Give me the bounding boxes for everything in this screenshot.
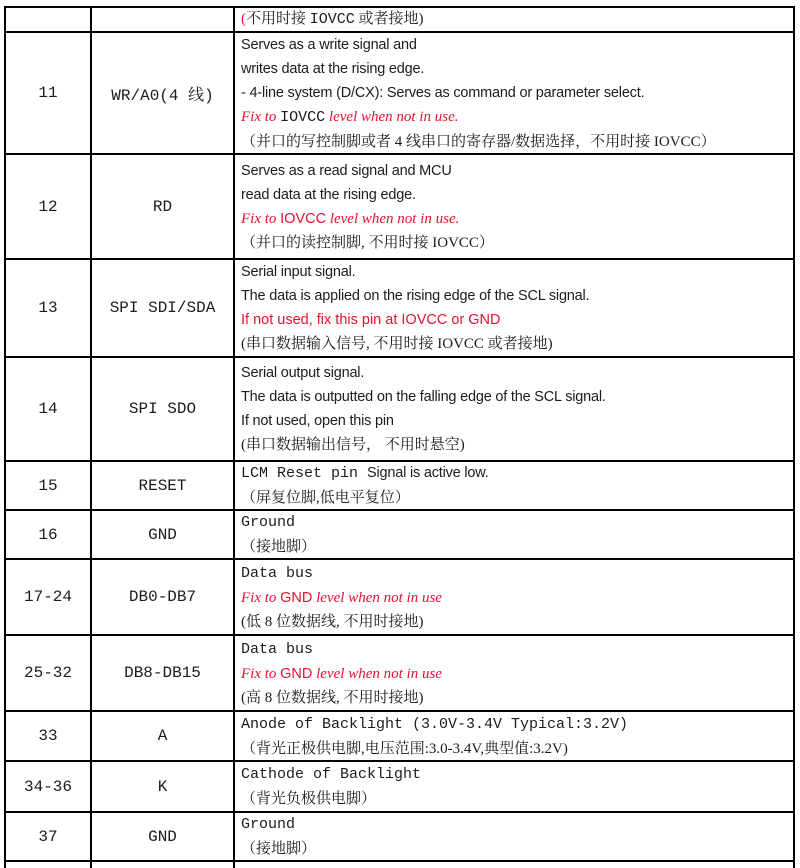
text-span: IOVCC [309, 11, 355, 28]
pin-number-cell [6, 862, 92, 868]
description-line [241, 159, 793, 183]
description-line [241, 231, 793, 255]
description-cell [235, 762, 795, 811]
description-line [241, 511, 793, 535]
text-span: level when not in use. [326, 210, 460, 227]
pin-name-cell: SPI SDO [92, 358, 235, 460]
text-span: 或者接地) [354, 11, 424, 27]
description-line [241, 207, 793, 231]
pin-number-cell [6, 8, 92, 31]
text-span: GND [280, 665, 313, 682]
description-line [241, 130, 793, 154]
text-span: （并口的写控制脚或者 4 线串口的寄存器/数据选择，不用时接 IOVCC） [241, 133, 716, 150]
description-cell [235, 155, 795, 258]
description-line [241, 308, 793, 332]
text-span: level when not in use. [325, 108, 459, 125]
text-span: Data bus [241, 564, 314, 582]
description-line [241, 813, 793, 837]
pin-number-cell: 15 [6, 462, 92, 509]
description-line [241, 332, 793, 356]
pin-number-cell: 17-24 [6, 560, 92, 634]
text-span: （接地脚） [241, 841, 317, 857]
pin-name-cell [92, 862, 235, 868]
text-span: level when not in use [312, 589, 442, 606]
text-span: IOVCC [280, 210, 327, 227]
pin-name-cell: GND [92, 813, 235, 860]
text-span: Serial input signal. [241, 264, 356, 280]
description-line [241, 462, 793, 486]
description-line [241, 183, 793, 207]
table-row [6, 862, 795, 868]
pin-number-cell: 11 [6, 33, 92, 153]
text-span: Ground [241, 816, 296, 833]
pin-number-cell: 13 [6, 260, 92, 356]
table-row [6, 8, 795, 33]
pin-name-cell: RESET [92, 462, 235, 509]
text-span: Serves as a write signal and [241, 36, 417, 53]
table-row [6, 636, 795, 712]
table-row [6, 813, 795, 862]
text-span: LCM Reset pin [241, 465, 368, 482]
text-span: （接地脚） [241, 539, 317, 555]
description-line [241, 486, 793, 509]
description-cell [235, 260, 795, 356]
table-row [6, 155, 795, 260]
description-line [241, 105, 793, 130]
description-line [241, 561, 793, 586]
text-span: Fix to [241, 108, 281, 125]
table-row [6, 358, 795, 462]
text-span: 不用时接 [246, 11, 310, 27]
text-span: The data is applied on the rising edge of the SCL signal. [241, 288, 590, 304]
description-cell [235, 462, 795, 509]
pin-name-cell: K [92, 762, 235, 811]
pin-name-cell: A [92, 712, 235, 760]
description-cell [235, 712, 795, 760]
description-line [241, 787, 793, 811]
description-line [241, 433, 793, 457]
text-span: Ground [241, 514, 296, 531]
pin-name-cell [92, 8, 235, 31]
description-line [241, 33, 793, 57]
description-line [241, 712, 793, 737]
table-row [6, 762, 795, 813]
description-line [241, 610, 793, 634]
description-line [241, 662, 793, 686]
pin-number-cell: 12 [6, 155, 92, 258]
pin-number-cell: 16 [6, 511, 92, 558]
text-span: If not used, open this pin [241, 413, 394, 429]
description-line [241, 686, 793, 710]
description-cell [235, 511, 795, 558]
pin-number-cell: 25-32 [6, 636, 92, 710]
text-span: （屏复位脚,低电平复位） [241, 490, 410, 506]
description-line [241, 737, 793, 761]
description-line [241, 57, 793, 81]
text-span: （并口的读控制脚, 不用时接 IOVCC） [241, 234, 494, 251]
text-span: (串口数据输入信号, 不用时接 IOVCC 或者接地) [241, 336, 553, 352]
text-span: Anode of Backlight (3.0V-3.4V Typical:3.2V) [241, 715, 629, 733]
text-span: Serves as a read signal and MCU [241, 162, 452, 179]
description-line [241, 385, 793, 409]
pin-number-cell: 37 [6, 813, 92, 860]
description-line [241, 637, 793, 662]
table-row [6, 462, 795, 511]
pin-number-cell: 34-36 [6, 762, 92, 811]
text-span: If not used, fix this pin at IOVCC or GND [241, 312, 501, 328]
table-row [6, 33, 795, 155]
text-span: (串口数据输出信号， 不用时悬空) [241, 437, 465, 453]
text-span: Fix to [241, 210, 281, 227]
text-span: Data bus [241, 640, 314, 658]
description-line [241, 837, 793, 860]
description-cell [235, 560, 795, 634]
description-line [241, 8, 793, 31]
text-span: IOVCC [280, 108, 326, 126]
description-line [241, 535, 793, 558]
pin-name-cell: DB0-DB7 [92, 560, 235, 634]
description-line [241, 81, 793, 105]
description-line [241, 409, 793, 433]
text-span: Cathode of Backlight [241, 766, 422, 783]
description-cell [235, 862, 795, 868]
text-span: （背光正极供电脚,电压范围:3.0-3.4V,典型值:3.2V) [241, 740, 568, 757]
pin-name-cell: RD [92, 155, 235, 258]
pin-number-cell: 14 [6, 358, 92, 460]
pin-description-table [4, 6, 795, 868]
text-span: Signal is active low. [367, 465, 489, 481]
table-row [6, 560, 795, 636]
text-span: Fix to [241, 665, 281, 682]
table-row [6, 712, 795, 762]
description-cell [235, 33, 795, 153]
text-span: Fix to [241, 589, 281, 606]
text-span: (高 8 位数据线, 不用时接地) [241, 689, 424, 706]
pin-name-cell: DB8-DB15 [92, 636, 235, 710]
table-row [6, 511, 795, 560]
text-span: The data is outputted on the falling edge of the SCL signal. [241, 389, 606, 405]
pin-name-cell: SPI SDI/SDA [92, 260, 235, 356]
pin-name-cell: GND [92, 511, 235, 558]
text-span: - 4-line system (D/CX): Serves as command or parameter select. [241, 84, 645, 101]
description-cell [235, 813, 795, 860]
text-span: Serial output signal. [241, 365, 365, 381]
text-span: level when not in use [312, 665, 442, 682]
description-line [241, 260, 793, 284]
text-span: （背光负极供电脚） [241, 791, 377, 807]
description-line [241, 586, 793, 610]
text-span: GND [280, 589, 313, 606]
table-row [6, 260, 795, 358]
text-span: ( [241, 11, 246, 27]
pin-number-cell: 33 [6, 712, 92, 760]
description-cell [235, 358, 795, 460]
description-line [241, 361, 793, 385]
text-span: (低 8 位数据线, 不用时接地) [241, 613, 424, 630]
description-cell [235, 636, 795, 710]
text-span: read data at the rising edge. [241, 186, 416, 203]
description-cell [235, 8, 795, 31]
description-line [241, 762, 793, 787]
description-line [241, 284, 793, 308]
text-span: writes data at the rising edge. [241, 60, 425, 77]
pin-name-cell: WR/A0(4 线) [92, 33, 235, 153]
